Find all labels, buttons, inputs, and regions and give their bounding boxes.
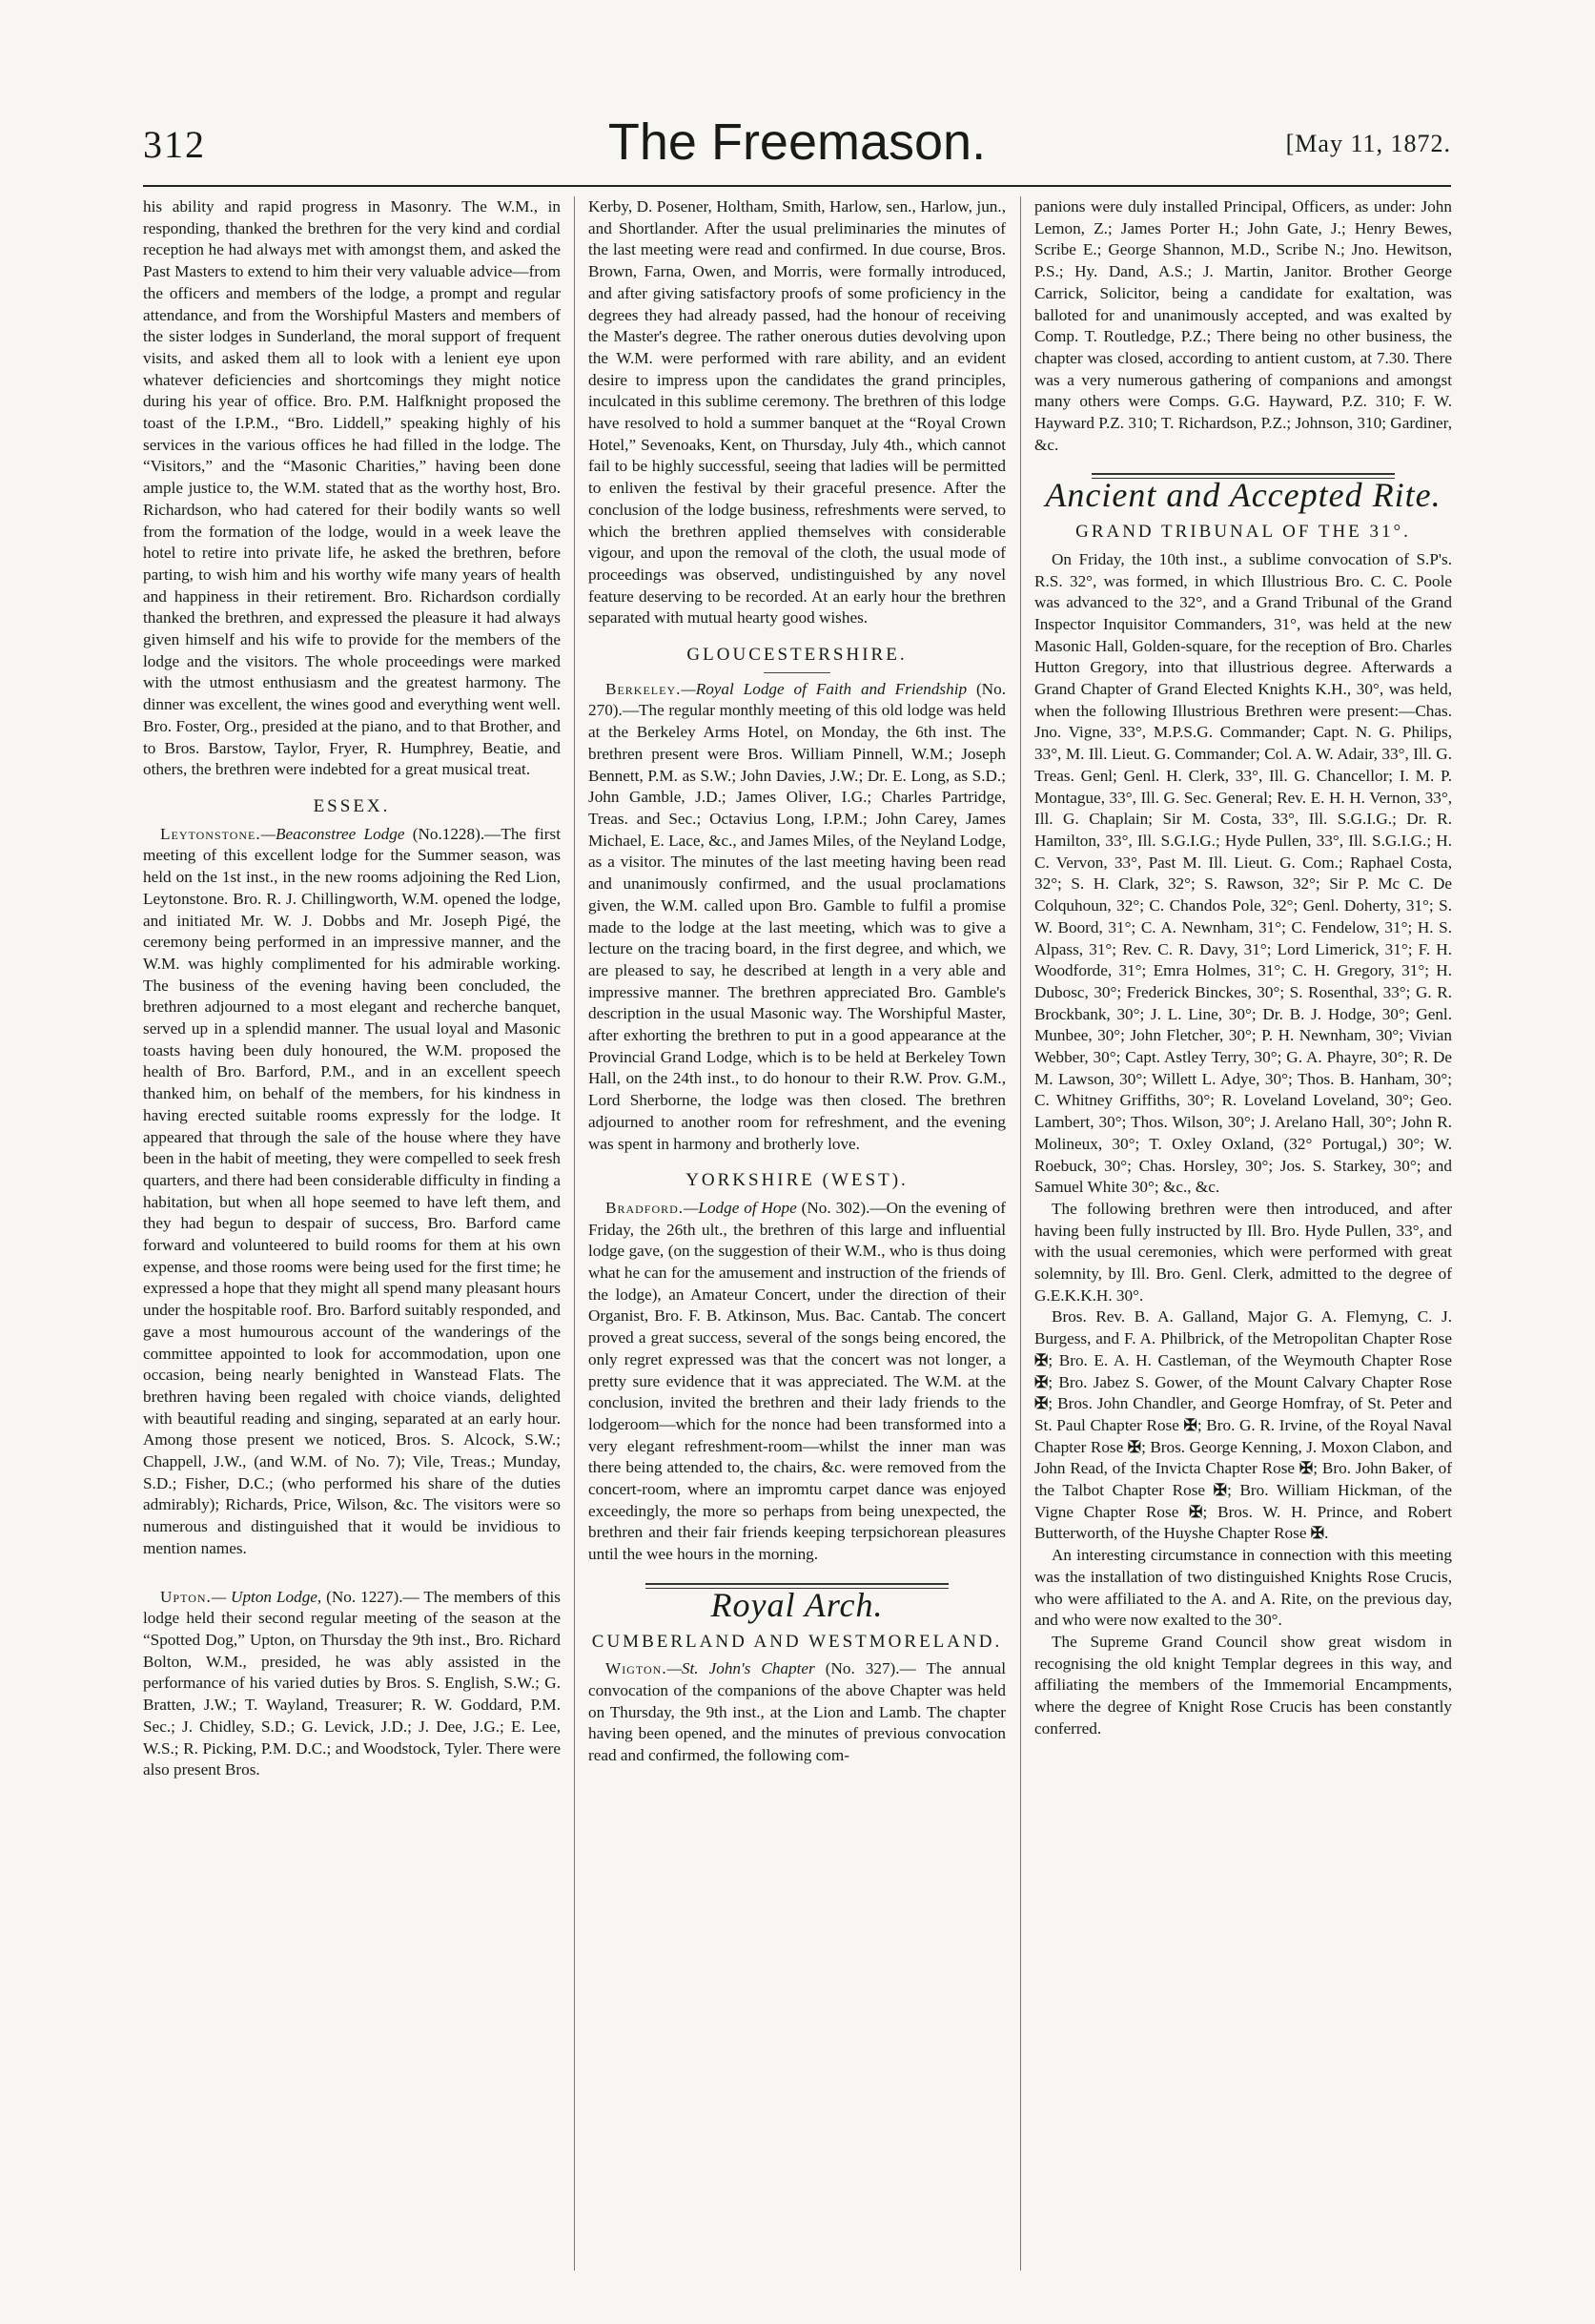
lodge-number: (No.1228).: [404, 824, 485, 843]
article-paragraph: his ability and rapid progress in Masonry. The W.M., in responding, thanked the brethren for the very kind and cordial reception he had always met with amongst them, and asked the Past Masters to extend to him their very valuable advice—from the officers and members of the lodge, a prompt and regular attendance, and from the Worshipful Masters and members of the sister lodges in Sunderland, the moral support of frequent visits, and asked them all to look with a lenient eye upon whatever deficiencies and shortcomings they might notice during his year of office. Bro. P.M. Halfknight proposed the toast of the I.P.M., “Bro. Liddell,” speaking highly of his services in the various offices he had filled in the lodge. The “Visitors,” and the “Masonic Charities,” having been done ample justice to, the W.M. stated that as the worthy host, Bro. Richardson, who had catered for their bodily wants so well from the formation of the lodge, would in a week leave the hotel to retire into private life, he asked the brethren, before parting, to wish him and his worthy wife many years of health and happiness in their retirement. Bro. Richardson cordially thanked the brethren, and expressed the pleasure it had always given himself and his wife to provide for the members of the lodge and the visitors. The whole proceedings were marked with the utmost enthusiasm and the greatest harmony. The dinner was excellent, the wines good and everything went well. Bro. Foster, Org., presided at the piano, and to that Brother, and to Bros. Barstow, Taylor, Fryer, R. Humphrey, Beatie, and others, the brethren were indebted for a great musical treat.: [143, 197, 561, 779]
lodge-name: —Royal Lodge of Faith and Friendship: [681, 679, 968, 698]
section-heading-grand-tribunal: GRAND TRIBUNAL OF THE 31°.: [1075, 522, 1411, 543]
lodge-number: (No. 270).: [588, 679, 1006, 720]
article-paragraph-wigton: [588, 1658, 1006, 1767]
article-body: — The annual convocation of the companions of the above Chapter was held on Thursday, the 9th inst., at the Lion and Lamb. The chapter having been opened, and the minutes of previous convocation read and confirmed, the following com-: [588, 1659, 1006, 1765]
text-run: ; Bros. John Chandler, and George Homfray, of St. Peter and St. Paul Chapter Rose: [1034, 1394, 1452, 1434]
rose-croix-cross-icon: ✠: [1034, 1350, 1049, 1369]
newspaper-title: The Freemason.: [607, 113, 987, 171]
article-paragraph: The Supreme Grand Council show great wisdom in recognising the old knight Templar degrees in this way, and affiliating the members of the Immemorial Encampments, where the degree of Knight Rose Crucis has been constantly conferred.: [1034, 1633, 1452, 1738]
issue-date: [May 11, 1872.: [1285, 130, 1451, 157]
lodge-number: (No. 1227).: [321, 1587, 403, 1606]
section-heading-ancient-accepted-rite: Ancient and Accepted Rite.: [1045, 476, 1442, 515]
page-number: 312: [143, 123, 206, 166]
article-paragraph-leytonstone: [143, 824, 561, 1560]
text-run: ; Bro. G. R. Irvine, of the Royal Naval Chapter Rose: [1034, 1415, 1452, 1456]
article-paragraph: The following brethren were then introduced, and after having been fully instructed by Ill. Bro. Hyde Pullen, 33°, and with the usual ceremonies, which were performed with great solemnity, by Ill. Bro. Genl. Clerk, admitted to the degree of G.E.K.K.H. 30°.: [1034, 1199, 1452, 1305]
chapter-number: (No. 327).: [814, 1659, 900, 1678]
lodge-name: —Lodge of Hope: [684, 1198, 797, 1217]
rose-croix-cross-icon: ✠: [1034, 1372, 1049, 1391]
place-name: Berkeley.: [605, 679, 682, 698]
article-body: — The members of this lodge held their second regular meeting of the season at the “Spotted Dog,” Upton, on Thursday the 9th inst., Bro. Richard Bolton, W.M., presided, he was ably assisted in the performance of his varied duties by Bros. S. English, S.W.; G. Bratten, J.W.; T. Wayland, Treasurer; R. W. Goddard, P.M. Sec.; J. Chidley, S.D.; G. Levick, J.D.; J. Dee, J.G.; E. Lee, W.S.; R. Picking, P.M. D.C.; and Woodstock, Tyler. There were also present Bros.: [143, 1587, 561, 1779]
article-paragraph-rose-croix: [1034, 1306, 1452, 1545]
article-paragraph-berkeley: [588, 679, 1006, 1155]
place-name: Bradford.: [605, 1198, 685, 1217]
column-divider: [1020, 196, 1021, 2271]
text-run: ; Bro. William Hickman, of the Vigne Chapter Rose: [1034, 1481, 1452, 1521]
article-paragraph-bradford: [588, 1198, 1006, 1566]
short-rule: [764, 672, 830, 673]
text-run: ; Bros. W. H. Prince, and Robert Butterworth, of the Huyshe Chapter Rose: [1034, 1502, 1452, 1543]
rose-croix-cross-icon: ✠: [1034, 1394, 1049, 1413]
article-body: —The first meeting of this excellent lodge for the Summer season, was held on the 1st inst., in the new rooms adjoining the Red Lion, Leytonstone. Bro. R. J. Chillingworth, W.M. opened the lodge, and initiated Mr. W. J. Dobbs and Mr. Joseph Pigé, the ceremony being performed in an impressive manner, and the W.M. was highly complimented for his admirable working. The business of the evening having been concluded, the brethren adjourned to a most elegant and recherche banquet, served up in a splendid manner. The usual loyal and Masonic toasts having been duly honoured, the W.M. proposed the health of Bro. Barford, P.M., and in an excellent speech thanked him, on behalf of the members, for his kindness in having erected suitable rooms expressly for the lodge. It appeared that through the sale of the house where they have been in the habit of meeting, they were compelled to seek fresh quarters, and there had been considerable difficulty in finding a habitation, but when all hope seemed to have left them, and they had begun to despair of success, Bro. Barford came forward and volunteered to build rooms for them at his own expense, and those rooms were being used for the first time; he expressed a hope that they might all spend many pleasant hours under the hospitable roof. Bro. Barford suitably responded, and gave a most humourous account of the wanderings of the committee appointed to look for accommodation, upon one occasion, being nearly benighted in Wanstead Flats. The brethren having been regaled with choice viands, delighted with beautiful reading and singing, separated at an early hour. Among those present we noticed, Bros. S. Alcock, S.W.; Chappell, J.W., (and W.M. of No. 7); Vile, Treas.; Munday, S.D.; Fisher, D.C.; (who performed his share of the duties admirably); Richards, Price, Wilson, &c. The visitors were so numerous and distinguished that it would be invidious to mention names.: [143, 824, 561, 1557]
section-heading-yorkshire: YORKSHIRE (WEST).: [685, 1170, 909, 1191]
article-paragraph: An interesting circumstance in connection with this meeting was the installation of two distinguished Knights Rose Crucis, who were affiliated to the A. and A. Rite, on the previous day, and who were now exalted to the 30°.: [1034, 1546, 1452, 1630]
section-heading-cumberland: CUMBERLAND AND WESTMORELAND.: [591, 1631, 1003, 1652]
section-heading-gloucestershire: GLOUCESTERSHIRE.: [686, 645, 908, 666]
text-run: ; Bro. Jabez S. Gower, of the Mount Calvary Chapter Rose: [1048, 1372, 1452, 1391]
lodge-number: (No. 302).: [796, 1198, 870, 1217]
rose-croix-cross-icon: ✠: [1213, 1481, 1228, 1500]
lodge-name: — Upton Lodge,: [211, 1587, 322, 1606]
rose-croix-cross-icon: ✠: [1310, 1524, 1325, 1543]
article-body: —The regular monthly meeting of this old lodge was held at the Berkeley Arms Hotel, on Monday, the 6th inst. The brethren present were Bros. William Pinnell, W.M.; Joseph Bennett, P.M. as S.W.; John Davies, J.W.; Dr. E. Long, as S.D.; John Gamble, J.D.; James Oliver, I.G.; Charles Partridge, Treas. and Sec.; Octavius Long, I.P.M.; John Carey, James Michael, E. Lace, &c., and James Miles, of the Neyland Lodge, as a visitor. The minutes of the last meeting having been read and unanimously confirmed, and the usual proclamations given, the W.M. called upon Bro. Gamble to fulfil a promise made to the lodge at the last meeting, which was to give a lecture on the tracing board, in the first degree, and which, we are pleased to say, he described at length in a very able and impressive manner. The brethren appreciated Bro. Gamble's description in the usual Masonic way. The Worshipful Master, after exhorting the brethren to put in a good appearance at the Provincial Grand Lodge, which is to be held at Berkeley Town Hall, on the 24th inst., to do honour to their R.W. Prov. G.M., Lord Sherborne, the lodge was then closed. The brethren adjourned to another room for refreshment, and the evening was spent in harmony and brotherly love.: [588, 701, 1006, 1153]
column-1: [143, 196, 561, 2285]
masthead: [143, 113, 1451, 181]
article-paragraph: On Friday, the 10th inst., a sublime convocation of S.P's. R.S. 32°, was formed, in which Illustrious Bro. C. C. Poole was advanced to the 32°, and a Grand Tribunal of the Grand Inspector Inquisitor Commanders, 31°, was held at the new Masonic Hall, Golden-square, for the reception of Bro. Charles Hutton Gregory, into that illustrious degree. Afterwards a Grand Chapter of Grand Elected Knights K.H., 30°, was held, when the following Illustrious Brethren were present:—Chas. Jno. Vigne, 33°, M.P.S.G. Commander; Capt. N. G. Philips, 33°, M. Ill. Lieut. G. Commander; Col. A. W. Adair, 33°, Ill. G. Treas. Genl; Genl. H. Clerk, 33°, Ill. G. Chancellor; I. M. P. Montague, 33°, Ill. G. Sec. General; Rev. E. H. H. Vernon, 33°, Ill. G. Chaplain; Sir M. Costa, 33°, Ill. S.G.I.G.; Dr. R. Hamilton, 33°, Ill. S.G.I.G.; Hyde Pullen, 33°, Ill. S.G.I.G.; H. C. Vervon, 33°, Past M. Ill. Lieut. G. Com.; Raphael Costa, 32°; S. H. Clark, 32°; S. Rawson, 32°; Sir P. Mc C. De Colquhoun, 32°; C. Chandos Pole, 32°; Genl. Doherty, 31°; S. W. Boord, 31°; C. A. Newnham, 31°; C. Fendelow, 31°; H. S. Alpass, 31°; Rev. C. R. Davy, 31°; Lord Limerick, 31°; F. H. Woodforde, 31°; Emra Holmes, 31°; C. H. Gregory, 31°; H. Dubosc, 30°; Frederick Binckes, 30°; S. Rosenthal, 33°; G. R. Brockbank, 30°; J. L. Line, 30°; Dr. B. J. Hodge, 30°; Genl. Munbee, 30°; John Fletcher, 30°; P. H. Newnham, 30°; Vivian Webber, 30°; Capt. Astley Terry, 30°; G. A. Phayre, 30°; R. De M. Lawson, 30°; Willett L. Adye, 30°; Thos. B. Hanham, 30°; C. Whitney Griffiths, 30°; R. Loveland Loveland, 30°; Geo. Lambert, 30°; Thos. Wilson, 30°; J. Arelano Hall, 30°; John R. Molineux, 30°; T. Oxley Oxland, (32° Portugal,) 30°; W. Roebuck, 30°; Chas. Horsley, 30°; Jos. S. Starkey, 30°; and Samuel White 30°; &c., &c.: [1034, 549, 1452, 1197]
column-2: [588, 196, 1006, 2285]
place-name: Wigton.: [605, 1659, 667, 1678]
text-run: .: [1324, 1524, 1329, 1543]
section-heading-royal-arch: Royal Arch.: [710, 1585, 884, 1624]
rose-croix-cross-icon: ✠: [1298, 1459, 1314, 1478]
article-body: —On the evening of Friday, the 26th ult., the brethren of this large and influential lodge gave, (on the suggestion of their W.M., who is thus doing what he can for the amusement and instruction of the friends of the lodge), an Amateur Concert, under the direction of their Organist, Bro. F. B. Atkinson, Mus. Bac. Cantab. The concert proved a great success, several of the songs being encored, the only regret expressed was that the concert was not longer, a pretty sure evidence that it was appreciated. The W.M. at the conclusion, invited the brethren and their lady friends to the lodgeroom—which for the nonce had been transformed into a very elegant refreshment-room—whilst the inner man was there being attended to, the chairs, &c. were removed from the concert-room, where an impromtu carpet dance was enjoyed exceedingly, the more so perhaps from being unexpected, the brethren and their fair friends keeping terpsichorean pleasures until the wee hours in the morning.: [588, 1198, 1006, 1564]
article-paragraph: panions were duly installed Principal, Officers, as under: John Lemon, Z.; James Porter H.; John Gate, J.; Henry Bewes, Scribe E.; George Shannon, M.D., Scribe N.; Jno. Hewitson, P.S.; Hy. Dand, A.S.; J. Martin, Janitor. Brother George Carrick, Solicitor, being a candidate for exaltation, was balloted for and unanimously accepted, and was exalted by Comp. T. Routledge, P.Z.; There being no other business, the chapter was closed, according to antient custom, at 7.30. There was a very numerous gathering of companions and amongst many others were Comps. G.G. Hayward, P.Z. 310; F. W. Hayward P.Z. 310; T. Richardson, P.Z.; Johnson, 310; Gardiner, &c.: [1034, 197, 1452, 454]
article-paragraph-upton: [143, 1587, 561, 1781]
place-name: Leytonstone.: [160, 824, 261, 843]
section-heading-essex: ESSEX.: [313, 795, 391, 816]
text-run: ; Bro. E. A. H. Castleman, of the Weymouth Chapter Rose: [1048, 1350, 1452, 1369]
chapter-name: —St. John's Chapter: [666, 1659, 815, 1678]
place-name: Upton.: [160, 1587, 212, 1606]
text-run: ; Bro. John Baker, of the Talbot Chapter Rose: [1034, 1459, 1452, 1500]
text-run: ; Bros. George Kenning, J. Moxon Clabon, and John Read, of the Invicta Chapter Rose: [1034, 1437, 1452, 1478]
rose-croix-cross-icon: ✠: [1189, 1502, 1203, 1521]
article-paragraph: Kerby, D. Posener, Holtham, Smith, Harlow, sen., Harlow, jun., and Shortlander. After the usual preliminaries the minutes of the last meeting were read and confirmed. In due course, Bros. Brown, Farna, Owen, and Morris, were formally introduced, and after giving satisfactory proofs of some proficiency in the degrees they had already passed, had the honour of receiving the Master's degree. The rather onerous duties devolving upon the W.M. were performed with rare ability, and an evident desire to impress upon the candidates the grand principles, inculcated in this sublime ceremony. The brethren of this lodge have resolved to hold a summer banquet at the “Royal Crown Hotel,” Sevenoaks, Kent, on Thursday, July 4th., which cannot fail to be highly successful, seeing that ladies will be permitted to enliven the festival by their graceful presence. After the conclusion of the lodge business, refreshments were served, to which the brethren applied themselves with considerable vigour, and upon the removal of the cloth, the usual mode of proceedings was observed, undistinguished by any novel feature deserving to be recorded. At an early hour the brethren separated with mutual hearty good wishes.: [588, 197, 1006, 627]
masthead-rule: [143, 185, 1451, 187]
column-3: [1034, 196, 1452, 2285]
text-run: Bros. Rev. B. A. Galland, Major G. A. Flemyng, C. J. Burgess, and F. A. Philbrick, of the Metropolitan Chapter Rose: [1034, 1307, 1452, 1348]
column-divider: [574, 196, 575, 2271]
rose-croix-cross-icon: ✠: [1127, 1437, 1142, 1456]
lodge-name: —Beaconstree Lodge: [260, 824, 405, 843]
rose-croix-cross-icon: ✠: [1183, 1415, 1197, 1434]
